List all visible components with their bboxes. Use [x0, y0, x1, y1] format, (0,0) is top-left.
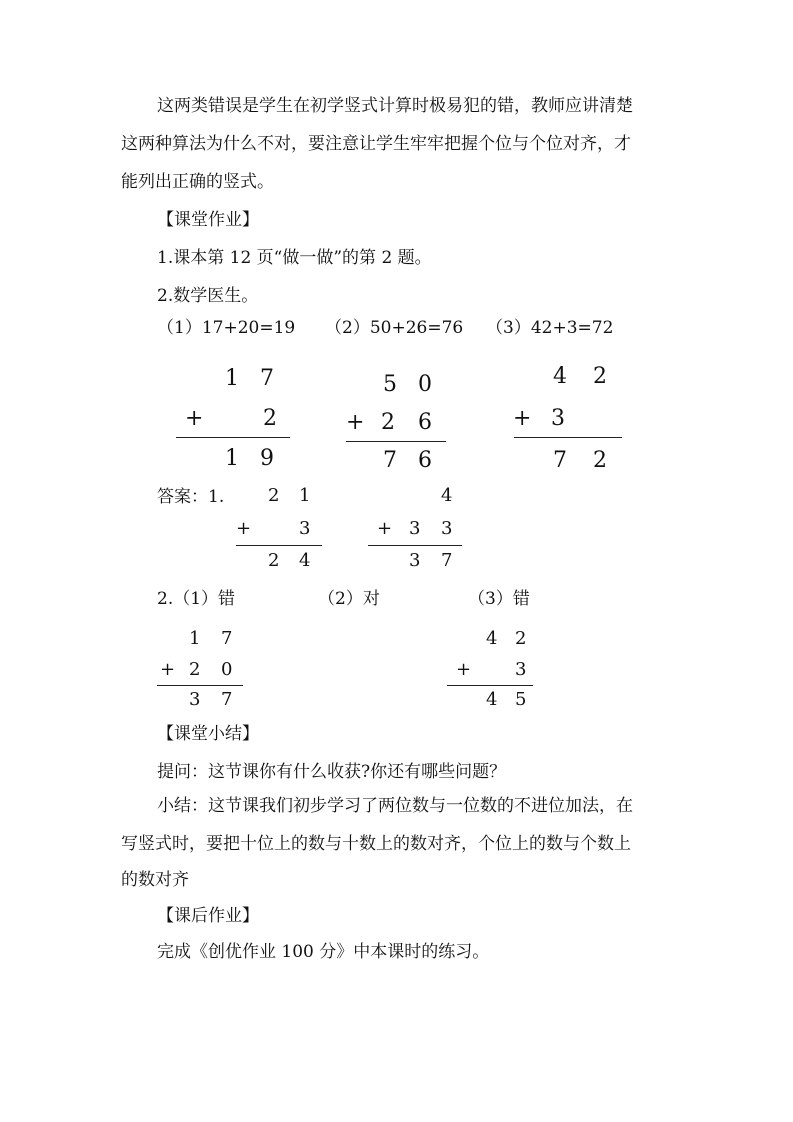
digit: 9 [260, 446, 274, 471]
section-heading-after-class: 【课后作业】 [157, 906, 259, 926]
digit: 7 [553, 448, 567, 473]
digit: 7 [221, 689, 233, 710]
digit: 7 [260, 366, 274, 391]
digit: 2 [381, 410, 395, 435]
digit: 4 [299, 550, 311, 571]
digit: 6 [418, 410, 432, 435]
digit: 2 [593, 364, 607, 389]
para1-line2: 这两种算法为什么不对，要注意让学生牢牢把握个位与个位对齐，才 [121, 134, 631, 154]
sum-line [447, 685, 533, 686]
digit: 2 [515, 628, 527, 649]
judgement-1: 2.（1）错 [157, 589, 236, 609]
digit: 1 [189, 628, 201, 649]
digit: 6 [418, 448, 432, 473]
digit: 1 [299, 485, 311, 506]
homework-item-1: 1.课本第 12 页“做一做”的第 2 题。 [157, 248, 432, 268]
digit: 3 [515, 659, 527, 680]
digit: 2 [593, 448, 607, 473]
digit: 2 [263, 406, 277, 431]
sum-line [346, 441, 446, 442]
judgement-2: （2）对 [318, 589, 380, 609]
plus-sign: + [456, 659, 472, 680]
section-heading-summary: 【课堂小结】 [157, 724, 259, 744]
digit: 3 [409, 550, 421, 571]
sum-line [157, 685, 243, 686]
sum-line [368, 545, 462, 546]
digit: 7 [441, 550, 453, 571]
digit: 4 [553, 364, 567, 389]
digit: 2 [268, 485, 280, 506]
para1-line3: 能列出正确的竖式。 [121, 172, 274, 192]
judgement-3: （3）错 [468, 589, 530, 609]
digit: 3 [189, 689, 201, 710]
digit: 2 [189, 659, 201, 680]
digit: 3 [299, 518, 311, 539]
digit: 3 [441, 518, 453, 539]
plus-sign: + [377, 518, 393, 539]
plus-sign: + [513, 406, 532, 431]
digit: 2 [268, 550, 280, 571]
question-text: 提问：这节课你有什么收获?你还有哪些问题？ [157, 762, 507, 782]
section-heading-class-homework: 【课堂作业】 [157, 210, 259, 230]
digit: 4 [486, 628, 498, 649]
answer-label: 答案：1. [157, 487, 225, 507]
para1-line1: 这两类错误是学生在初学竖式计算时极易犯的错，教师应讲清楚 [157, 96, 633, 116]
digit: 3 [551, 406, 565, 431]
summary-line3: 的数对齐 [121, 870, 189, 890]
digit: 5 [383, 372, 397, 397]
digit: 0 [221, 659, 233, 680]
problem-1: （1）17+20=19 [157, 318, 296, 338]
digit: 0 [418, 372, 432, 397]
digit: 7 [221, 628, 233, 649]
summary-line1: 小结：这节课我们初步学习了两位数与一位数的不进位加法，在 [157, 796, 633, 816]
sum-line [176, 437, 290, 438]
digit: 1 [225, 446, 239, 471]
problem-3: （3）42+3=72 [486, 318, 614, 338]
plus-sign: + [185, 406, 204, 431]
after-class-text: 完成《创优作业 100 分》中本课时的练习。 [157, 942, 490, 962]
homework-item-2: 2.数学医生。 [157, 286, 259, 306]
digit: 4 [441, 485, 453, 506]
plus-sign: + [160, 659, 176, 680]
digit: 4 [486, 689, 498, 710]
digit: 7 [383, 448, 397, 473]
sum-line [236, 545, 322, 546]
sum-line [514, 437, 622, 438]
digit: 3 [409, 518, 421, 539]
digit: 5 [515, 689, 527, 710]
plus-sign: + [346, 410, 365, 435]
plus-sign: + [236, 518, 252, 539]
digit: 1 [225, 366, 239, 391]
problem-2: （2）50+26=76 [325, 318, 464, 338]
summary-line2: 写竖式时，要把十位上的数与十数上的数对齐，个位上的数与个数上 [121, 834, 631, 854]
